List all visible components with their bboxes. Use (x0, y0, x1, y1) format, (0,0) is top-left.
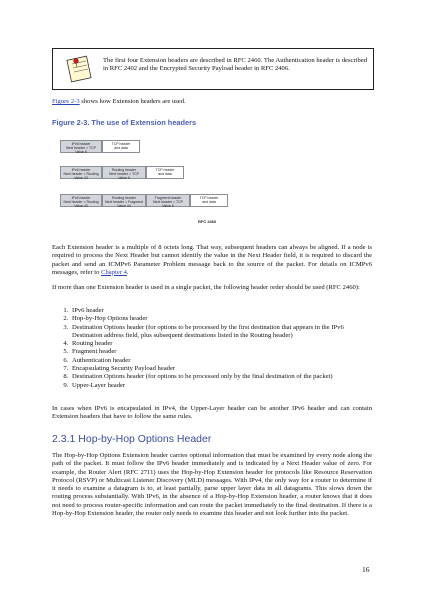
header-box-routing (102, 166, 146, 179)
header-order-list (52, 307, 372, 390)
header-box-tcp (102, 140, 140, 153)
header-box-line: Next header = Fragment (104, 200, 144, 205)
figure-title: Figure 2-3. The use of Extension headers (52, 118, 197, 127)
header-box-tcp (146, 166, 184, 179)
section-title: 2.3.1 Hop-by-Hop Options Header (52, 433, 212, 445)
list-item: 2. Hop-by-Hop Options header (70, 315, 372, 323)
header-box-line: Value 43 (74, 204, 88, 209)
list-item: 1. IPv6 header (70, 307, 372, 315)
header-box-line: Value 44 (117, 204, 131, 209)
list-item: 8. Destination Options header (for options to be processed only by the final destination of the packet) (70, 373, 372, 381)
header-box-line: Routing header (112, 196, 136, 200)
figure-2-3-link[interactable]: Figure 2-3 (52, 98, 80, 105)
header-box-line: Next header = Routing (63, 172, 99, 177)
list-item: 4. Routing header (70, 340, 372, 348)
list-item: 6. Authentication header (70, 357, 372, 365)
header-box-fragment (146, 194, 190, 207)
header-box-line: Next header = TCP (153, 200, 183, 205)
header-box-line: TCP header (199, 196, 219, 200)
paragraph-header-order: If more than one Extension header is used in a single packet, the following header order should be used (RFC 2460): (52, 284, 360, 291)
header-box-tcp (190, 194, 228, 207)
paragraph-octets: Each Extension header is a multiple of 8 octets long. That way, subsequent headers can always be aligned. If a node is required to process the Next Header but cannot identify the value in the Next Header field, it is required to discard the packet and send an ICMPv6 Parameter Problem message back to the source of the packet. For details on ICMPv6 messages, refer to Chapter 4. (52, 244, 372, 276)
header-box-ipv6 (60, 166, 102, 179)
header-box-routing (102, 194, 146, 207)
figure-reference-text: shows how Extension headers are used. (79, 98, 186, 105)
notepad-pin-icon (59, 54, 101, 84)
header-box-line: IPv6 header (71, 196, 91, 200)
header-box-line: TCP header (155, 168, 175, 172)
header-box-line: TCP header (111, 142, 131, 146)
list-item: 3. Destination Options header (for options to be processed by the first destination that appears in the IPv6 Destination address field, plus subsequent destinations listed in the Routing header) (70, 324, 372, 341)
header-box-line: Fragment header (154, 196, 182, 200)
paragraph-encapsulation: In cases when IPv6 is encapsulated in IPv4, the Upper-Layer header can be another IPv6 header and can contain Extension headers that have to follow the same rules. (52, 405, 372, 421)
header-box-line: Value 6 (162, 204, 174, 209)
header-box-line: IPv6 header (71, 168, 91, 172)
paragraph-hop-by-hop: The Hop-by-Hop Options Extension header carries optional information that must be examined by every node along the path of the packet. It must follow the IPv6 header immediately and is indicated by a Next Header value of zero. For example, the Router Alert (RFC 2711) uses the Hop-by-Hop Extension header for protocols like Resource Reservation Protocol (RSVP) or Multicast Listener Discovery (MLD) messages. With IPv4, the only way for a router to determine if it needs to examine a datagram is to, at least partially, parse upper layer data in all datagrams. This slows down the routing process substantially. With IPv6, in the absence of a Hop-by-Hop Extension header, a router knows that it does not need to process router-specific information and can route the packet immediately to the final destination. If there is a Hop-by-Hop Extension header, the router only needs to examine this header and not look further into the packet. (52, 452, 372, 518)
extension-headers-figure (60, 136, 260, 236)
header-box-line: Value 43 (74, 176, 88, 181)
list-item: 5. Fragment header (70, 348, 372, 356)
list-item: 7. Encapsulating Security Payload header (70, 365, 372, 373)
header-box-line: and data (114, 146, 128, 151)
header-box-line: and data (202, 200, 216, 205)
page-number: 16 (362, 565, 370, 574)
header-box-line: Value 6 (75, 150, 87, 155)
figure-rfc-tag: RFC 2460 (198, 219, 217, 224)
chapter-4-link[interactable]: Chapter 4 (101, 268, 127, 276)
header-box-line: Value 6 (118, 176, 130, 181)
header-box-line: Routing header (112, 168, 136, 172)
figure-reference (52, 98, 372, 106)
header-box-line: Next header = TCP (66, 146, 96, 151)
note-box (52, 48, 374, 90)
header-box-ipv6 (60, 140, 102, 153)
header-box-line: Next header = Routing (63, 200, 99, 205)
note-text: The first four Extension headers are described in RFC 2460. The Authentication header is described in RFC 2402 and the Encrypted Security Payload header in RFC 2406. (103, 57, 367, 73)
list-item: 9. Upper-Layer header (70, 382, 372, 390)
header-box-ipv6 (60, 194, 102, 207)
header-box-line: Next header = TCP (109, 172, 139, 177)
header-box-line: and data (158, 172, 172, 177)
header-box-line: IPv6 header (71, 142, 91, 146)
